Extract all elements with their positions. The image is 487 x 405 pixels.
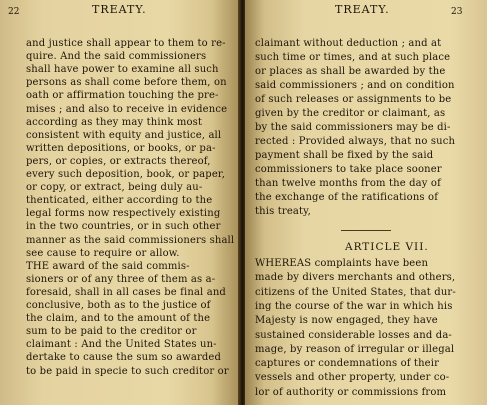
text-line: the exchange of the ratifications of	[255, 192, 439, 203]
text-line: and justice shall appear to them to re-	[26, 38, 226, 49]
left-page-number: 22	[8, 7, 20, 17]
text-line: mises ; and also to receive in evidence	[26, 103, 228, 115]
text-line: written depositions, or books, or pa-	[26, 142, 216, 154]
text-line: according as they may think most	[26, 116, 203, 128]
text-line: said commissioners ; and on condition	[255, 80, 455, 91]
text-line: or copy, or extract, being duly au-	[26, 182, 203, 194]
text-line: by the said commissioners may be di-	[255, 122, 451, 133]
text-line: quire. And the said commissioners	[26, 51, 207, 63]
text-line: manner as the said commissioners shall	[26, 234, 235, 246]
text-line: sustained considerable losses and da-	[255, 329, 452, 341]
right-page-number: 23	[451, 7, 463, 17]
text-line: claimant : And the United States un-	[26, 339, 217, 351]
text-line: claimant without deduction ; and at	[255, 38, 442, 49]
text-line: pers, or copies, or extracts thereof,	[26, 155, 211, 167]
text-line: persons as shall come before them, on	[26, 77, 227, 89]
section-divider	[341, 230, 391, 231]
text-line: sum to be paid to the creditor or	[26, 326, 197, 338]
text-line: foresaid, shall in all cases be final and	[26, 286, 226, 298]
text-line: conclusive, both as to the justice of	[26, 300, 211, 311]
text-line: legal forms now respectively existing	[26, 208, 221, 220]
text-line: every such deposition, book, or paper,	[26, 169, 226, 180]
text-line: captures or condemnations of their	[255, 358, 440, 370]
text-line: rected : Provided always, that no such	[255, 136, 456, 147]
text-line: given by the creditor or claimant, as	[255, 108, 446, 119]
text-line: payment shall be fixed by the said	[255, 150, 434, 161]
text-line: thenticated, either according to the	[26, 195, 213, 207]
text-line: than twelve months from the day of	[255, 178, 441, 189]
text-line: mage, by reason of irregular or illegal	[255, 343, 455, 355]
text-line: consistent with equity and justice, all	[26, 129, 222, 141]
text-line: in the two countries, or in such other	[26, 221, 221, 233]
text-line: citizens of the United States, that dur-	[255, 286, 456, 298]
text-line: vessels and other property, under co-	[255, 372, 450, 384]
text-line: of such releases or assignments to be	[255, 94, 452, 105]
article-title: ARTICLE VII.	[345, 241, 429, 253]
text-line: dertake to cause the sum so awarded	[26, 352, 222, 364]
text-line: made by divers merchants and others,	[255, 272, 456, 284]
text-line: ing the course of the war in which his	[255, 300, 453, 312]
text-line: Majesty is now engaged, they have	[255, 315, 438, 327]
text-line: lor of authority or commissions from	[255, 386, 447, 398]
right-running-head: TREATY.	[335, 3, 390, 16]
text-line: this treaty,	[255, 206, 311, 217]
text-line: commissioners to take place sooner	[255, 164, 442, 175]
text-line: oath or affirmation touching the pre-	[26, 90, 219, 102]
right-page	[245, 0, 487, 405]
text-line: the claim, and to the amount of the	[26, 313, 211, 325]
text-line: shall have power to examine all such	[26, 64, 219, 76]
text-line: or places as shall be awarded by the	[255, 66, 446, 77]
left-page	[0, 0, 240, 405]
text-line: see cause to require or allow.	[26, 247, 180, 259]
text-line: sioners or of any three of them as a-	[26, 273, 216, 285]
text-line: such time or times, and at such place	[255, 52, 451, 63]
text-line: to be paid in specie to such creditor or	[26, 365, 229, 377]
text-line: WHEREAS complaints have been	[255, 258, 429, 269]
left-running-head: TREATY.	[92, 3, 147, 16]
text-line: THE award of the said commis-	[26, 260, 190, 272]
